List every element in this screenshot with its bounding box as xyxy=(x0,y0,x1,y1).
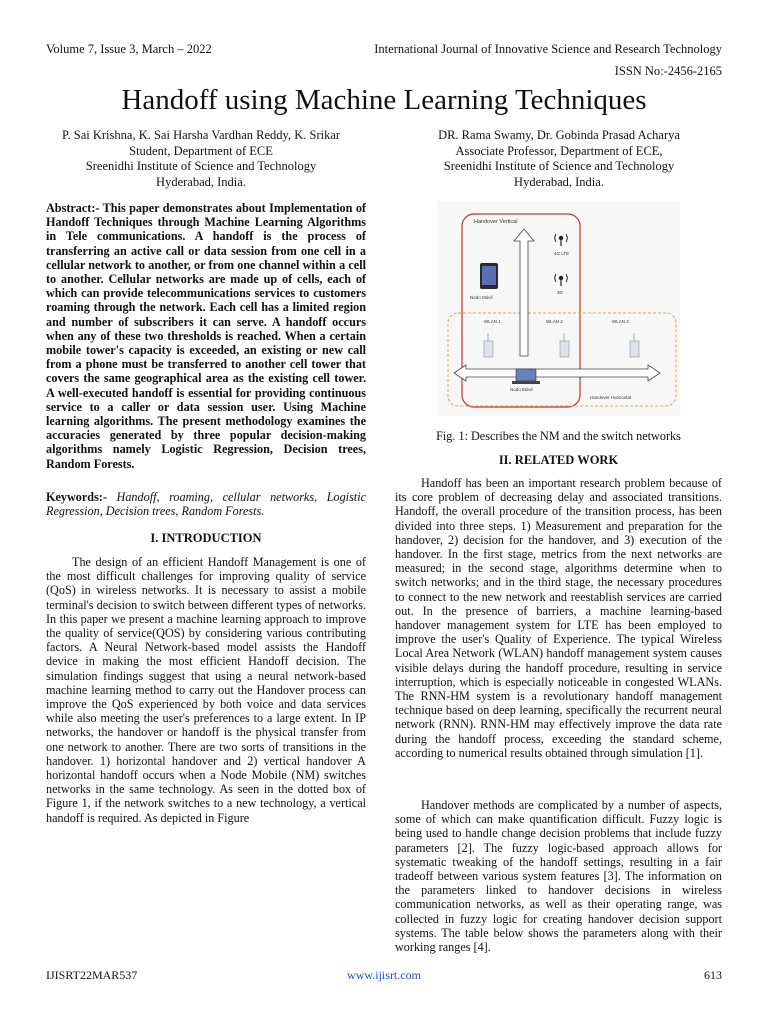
phone-screen xyxy=(482,266,496,285)
figure-1 xyxy=(438,201,680,416)
author-names: P. Sai Krishna, K. Sai Harsha Vardhan Reddy, K. Srikar xyxy=(61,128,341,142)
author-location: Hyderabad, India. xyxy=(514,174,604,189)
related-heading: II. RELATED WORK xyxy=(498,453,619,467)
authors-left xyxy=(36,128,366,190)
authors-right xyxy=(394,128,724,190)
author-location: Hyderabad, India. xyxy=(156,174,246,189)
vertical-label: Handover Vertical xyxy=(474,219,518,225)
author-names: DR. Rama Swamy, Dr. Gobinda Prasad Acharya xyxy=(438,128,680,142)
wlan1-label: WLAN 1 xyxy=(484,319,501,324)
related-section-1 xyxy=(395,476,722,760)
nodo-movil-bottom-label: Nodo Móvil xyxy=(510,387,533,392)
wlan2-label: WLAN 2 xyxy=(546,319,563,324)
abstract-text: Abstract:- This paper demonstrates about Implementation of Handoff Techniques through Machine Learning Algorithms in Tele communications. A handoff is the process of transferring an active call or data session from one cell in a cellular network to another, or from one channel within a cell to another. Cellular networks are made up of cells, each of which can provide telecommunications services to customers roaming through the network. Each cell has a limited region and number of subscribers it can serve. A handoff occurs when any of these two thresholds is reached. When a certain mobile tower's capacity is exceeded, an existing or new call from a phone must be transferred to another cell tower that covers the same geographical area as the existing cell tower. A well-executed handoff is essential for providing continuous service to a caller or data session user. Using Machine learning algorithms. The present methodology examines the accuracies generated by three popular decision-making algorithms namely Logistic Regression, Decision trees, Random Forests. xyxy=(46,201,366,471)
horizontal-label: Handover Horizontal xyxy=(590,395,632,400)
page-number: 613 xyxy=(704,968,722,982)
figure-background xyxy=(438,201,680,416)
related-paragraph-1: Handoff has been an important research problem because of its core problem of decreasing delay and associated transitions. Handoff, the overall procedure of the transition process, has been divided into three steps. 1) Measurement and preparation for the handover, 2) decision for the handover, and 3) execution of the handover. In the first stage, metrics from the next networks are measured; in the second stage, algorithms determine when to switch networks; and in the third stage, the necessary procedures to connect to the new network and reestablish services are carried out. In the presence of barriers, a machine learning-based handover management system for LTE has been employed to improve the user's Quality of Experience. The typical Wireless Local Area Network (WLAN) handoff management system causes visible delays during the handoff procedure, resulting in service interruption, which is especially noticeable in congested WLANs. The RNN-HM system is a revolutionary handoff management technique based on deep learning, specifically the recurrent neural network (RNN). RNN-HM may effectively improve the data rate during the handoff process, exceeding the standard scheme, according to numerical results obtained through simulation [1]. xyxy=(395,476,722,760)
journal-name: International Journal of Innovative Science and Research Technology xyxy=(374,42,722,56)
author-role: Associate Professor, Department of ECE, xyxy=(455,143,663,158)
laptop-icon xyxy=(512,369,540,384)
intro-paragraph: The design of an efficient Handoff Management is one of the most difficult challenges for improving quality of service (QoS) in wireless networks. It is necessary to assist a mobile terminal's decision to switch between different types of networks. In this paper we present a machine learning approach to improve the quality of service(QOS) by considering various contributing factors. A Neural Network-based model assists the Handoff device in making the most efficient Handoff decision. The simulation findings suggest that using a neural network-based machine learning method to carry out the Handover process can improve the QoS experienced by both voice and data services while also meeting the user's preferences to a large extent. In IP networks, the handover or handoff is the physical transfer from one network to another. There are two sorts of transitions in the handover. 1) horizontal handover and 2) vertical handover A horizontal handoff occurs when a Node Mobile (NM) switches networks in the same technology. As seen in the dotted box of Figure 1, if the network switches to a new technology, a vertical handoff is required. As depicted in Figure xyxy=(46,555,366,825)
related-paragraph-2: Handover methods are complicated by a number of aspects, some of which can make quantification difficult. Fuzzy logic is being used to handle change decision problems that include fuzzy parameters [2]. The fuzzy logic-based approach allows for systematic tweaking of the handoff settings, resulting in a fair tradeoff between various system features [3]. The information on the parameters linked to handover decisions in wireless communication networks, as well as their operating range, was collected in fuzzy logic for creating handover decision support systems. The table below shows the parameters along with their working ranges [4]. xyxy=(395,798,722,955)
author-role: Student, Department of ECE xyxy=(129,143,273,158)
network-diagram xyxy=(438,201,680,416)
intro-heading: I. INTRODUCTION xyxy=(150,531,262,545)
paper-title: Handoff using Machine Learning Techniques xyxy=(121,84,647,116)
volume-info: Volume 7, Issue 3, March – 2022 xyxy=(46,42,212,56)
intro-section xyxy=(46,555,366,825)
wlan3-label: WLAN 3 xyxy=(612,319,629,324)
footer-url-link[interactable]: www.ijisrt.com xyxy=(347,968,421,982)
keywords-label: Keywords:- xyxy=(46,490,107,504)
figure-caption: Fig. 1: Describes the NM and the switch networks xyxy=(436,429,681,443)
keywords xyxy=(46,490,366,518)
related-section-2 xyxy=(395,798,722,954)
nodo-movil-top-label: Nodo Móvil xyxy=(470,295,493,300)
author-institute: Sreenidhi Institute of Science and Technology xyxy=(443,159,675,174)
keywords-text: Handoff, roaming, cellular networks, Logistic Regression, Decision trees, Random Forests. xyxy=(46,490,366,519)
4glte-label: 4G LTE xyxy=(554,251,570,256)
issn: ISSN No:-2456-2165 xyxy=(614,64,722,78)
3g-label: 3G xyxy=(557,290,564,295)
abstract xyxy=(46,201,366,471)
author-institute: Sreenidhi Institute of Science and Technology xyxy=(85,159,317,174)
footer-id: IJISRT22MAR537 xyxy=(46,968,138,982)
